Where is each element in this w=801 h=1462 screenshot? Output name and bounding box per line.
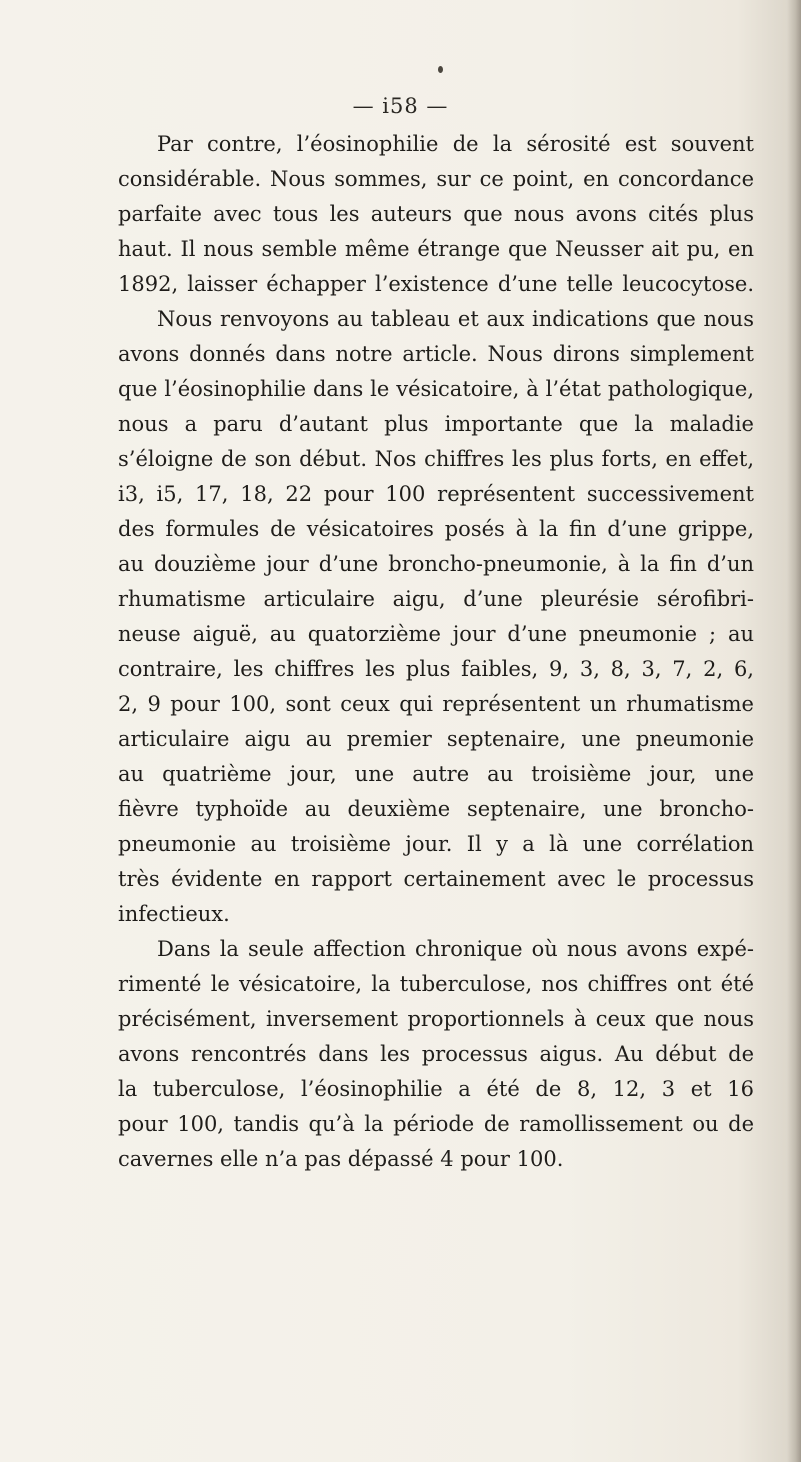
text-line: cavernes elle n’a pas dépassé 4 pour 100. [118,1147,564,1171]
text-line: avons rencontrés dans les processus aigus. Au début de [118,1042,754,1066]
text-line: considérable. Nous sommes, sur ce point, en concordance [118,167,754,191]
text-line: des formules de vésicatoires posés à la fin d’une grippe, [118,517,754,541]
text-line: haut. Il nous semble même étrange que Neusser ait pu, en [118,237,754,261]
paragraph-1 [118,127,754,932]
text-line: i3, i5, 17, 18, 22 pour 100 représentent successivement [118,482,754,506]
text-line: parfaite avec tous les auteurs que nous avons cités plus [118,202,754,226]
text-line: neuse aiguë, au quatorzième jour d’une pneumonie ; au [118,622,754,646]
text-line: Par contre, l’éosinophilie de la sérosité est souvent [157,132,754,156]
text-line: Nous renvoyons au tableau et aux indications que nous [157,307,754,331]
body-text [118,127,754,1177]
text-line: rhumatisme articulaire aigu, d’une pleurésie sérofibri- [118,587,754,611]
text-line: rimenté le vésicatoire, la tuberculose, nos chiffres ont été [118,972,754,996]
text-line: la tuberculose, l’éosinophilie a été de 8, 12, 3 et 16 [118,1077,754,1101]
paragraph-2 [118,932,754,1177]
text-line: 2, 9 pour 100, sont ceux qui représentent un rhumatisme [118,692,754,716]
page-number: — i58 — [352,94,449,118]
text-line: Dans la seule affection chronique où nous avons expé- [157,937,754,961]
text-line: fièvre typhoïde au deuxième septenaire, une broncho- [118,797,754,821]
text-line: pour 100, tandis qu’à la période de ramollissement ou de [118,1112,754,1136]
text-line: s’éloigne de son début. Nos chiffres les plus forts, en effet, [118,447,754,471]
text-line: 1892, laisser échapper l’existence d’une telle leucocytose. [118,272,754,296]
text-line: nous a paru d’autant plus importante que la maladie [118,412,754,436]
text-line: contraire, les chiffres les plus faibles, 9, 3, 8, 3, 7, 2, 6, [118,657,754,681]
text-line: avons donnés dans notre article. Nous dirons simplement [118,342,754,366]
text-line: au quatrième jour, une autre au troisième jour, une [118,762,754,786]
text-line: infectieux. [118,902,230,926]
text-line: que l’éosinophilie dans le vésicatoire, à l’état pathologique, [118,377,754,401]
text-line: très évidente en rapport certainement avec le processus [118,867,754,891]
text-line: articulaire aigu au premier septenaire, une pneumonie [118,727,754,751]
page-edge-shadow [787,0,801,1462]
text-line: pneumonie au troisième jour. Il y a là une corrélation [118,832,754,856]
ink-speck [438,66,443,73]
text-line: précisément, inversement proportionnels à ceux que nous [118,1007,754,1031]
text-line: au douzième jour d’une broncho-pneumonie, à la fin d’un [118,552,754,576]
